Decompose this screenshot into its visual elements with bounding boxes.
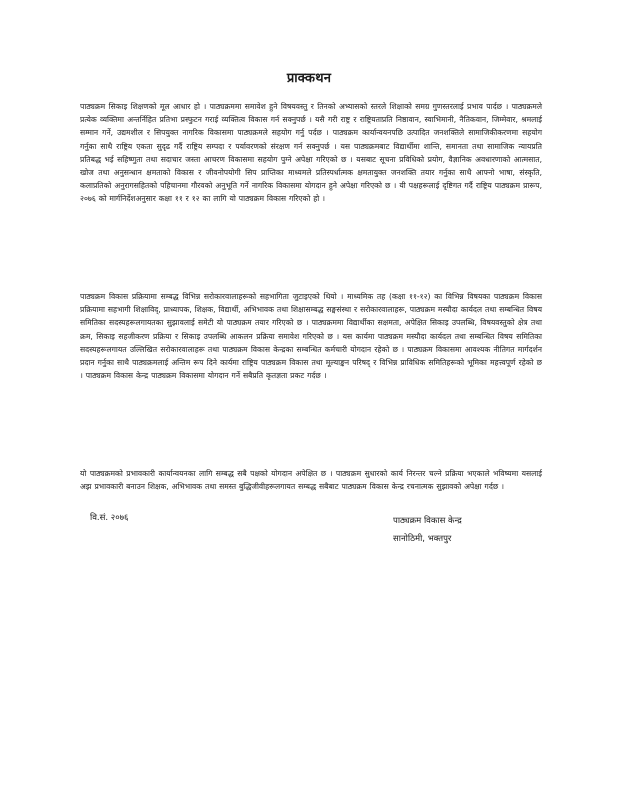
paragraph-text: यो पाठ्यक्रमको प्रभावकारी कार्यान्वयनका लागि सम्बद्ध सबै पक्षको योगदान अपेक्षित छ । पाठ्यक्रम सुधारको कार्य निरन्तर चल्ने प्रक्रिया भएकाले भविष्यमा यसलाई अझ प्रभावकारी बनाउन शिक्षक, अभिभावक तथा समस्त बुद्धिजीवीहरूलगायत सम्बद्ध सबैबाट पाठ्यक्रम विकास केन्द्र रचनात्मक सुझावको अपेक्षा गर्दछ । <box>80 469 542 492</box>
paragraph-2 <box>80 290 542 382</box>
signature-date: वि.सं. २०७६ <box>90 513 129 523</box>
signature-organization: पाठ्यक्रम विकास केन्द्र <box>393 516 462 526</box>
signature-block <box>393 512 462 548</box>
paragraph-text: पाठ्यक्रम सिकाइ शिक्षणको मूल आधार हो । पाठ्यक्रममा समावेश हुने विषयवस्तु र तिनको अभ्यासको स्तरले शिक्षाको समग्र गुणस्तरलाई प्रभाव पार्दछ । पाठ्यक्रमले प्रत्येक व्यक्तिमा अन्तर्निहित प्रतिभा प्रस्फुटन गराई व्यक्तित्व विकास गर्न सक्नुपर्छ । यसै गरी राष्ट्र र राष्ट्रियताप्रति निष्ठावान, स्वाभिमानी, नैतिकवान, जिम्मेवार, श्रमलाई सम्मान गर्ने, उद्यमशील र सिपयुक्त नागरिक विकासमा पाठ्यक्रमले सहयोग गर्नु पर्दछ । पाठ्यक्रम कार्यान्वयनपछि उत्पादित जनशक्तिले सामाजिकीकरणमा सहयोग गर्नुका साथै राष्ट्रिय एकता सुदृढ गर्दै राष्ट्रिय सम्पदा र पर्यावरणको संरक्षण गर्न सक्नुपर्छ । यस पाठ्यक्रमबाट विद्यार्थीमा शान्ति, समानता तथा सामाजिक न्यायप्रति प्रतिबद्ध भई सहिष्णुता तथा सदाचार जस्ता आचरण विकासमा सहयोग पुग्ने अपेक्षा गरिएको छ । यसबाट सूचना प्रविधिको प्रयोग, वैज्ञानिक अवधारणाको आत्मसात, खोज तथा अनुसन्धान क्षमताको विकास र जीवनोपयोगी सिप प्राप्तिका माध्यमले प्रतिस्पर्धात्मक क्षमतायुक्त जनशक्ति तयार गर्नुका साथै आफ्नो भाषा, संस्कृति, कलाप्रतिको अनुरागसहितको पहिचानमा गौरवको अनुभूति गर्ने नागरिक विकासमा योगदान हुने अपेक्षा गरिएको छ । यी पक्षहरूलाई दृष्टिगत गर्दै राष्ट्रिय पाठ्यक्रम प्रारूप, २०७६ को मार्गनिर्देशअनुसार कक्षा ११ र १२ का लागि यो पाठ्यक्रम विकास गरिएको हो । <box>80 102 542 204</box>
signature-location: सानोठिमी, भक्तपुर <box>393 534 452 544</box>
page-title: प्राक्कथन <box>286 71 332 86</box>
paragraph-1 <box>80 100 542 206</box>
paragraph-3 <box>80 467 542 493</box>
paragraph-text: पाठ्यक्रम विकास प्रक्रियामा सम्बद्ध विभिन्न सरोकारवालाहरूको सहभागिता जुटाइएको थियो । माध्यमिक तह (कक्षा ११-१२) का विभिन्न विषयका पाठ्यक्रम विकास प्रक्रियामा सहभागी शिक्षाविद्, प्राध्यापक, शिक्षक, विद्यार्थी, अभिभावक तथा शिक्षासम्बद्ध सङ्घसंस्था र सरोकारवालाहरू, पाठ्यक्रम मस्यौदा कार्यदल तथा सम्बन्धित विषय समितिका सदस्यहरूलगायतका सुझावलाई समेटी यो पाठ्यक्रम तयार गरिएको छ । पाठ्यक्रममा विद्यार्थीका सक्षमता, अपेक्षित सिकाइ उपलब्धि, विषयवस्तुको क्षेत्र तथा क्रम, सिकाइ सहजीकरण प्रक्रिया र सिकाइ उपलब्धि आकलन प्रक्रिया समावेश गरिएको छ । यस कार्यमा पाठ्यक्रम मस्यौदा कार्यदल तथा सम्बन्धित विषय समितिका सदस्यहरूलगायत उल्लिखित सरोकारवालाहरू तथा पाठ्यक्रम विकास केन्द्रका सम्बन्धित कर्मचारी योगदान रहेको छ । पाठ्यक्रम विकासमा आवश्यक नीतिगत मार्गदर्शन प्रदान गर्नुका साथै पाठ्यक्रमलाई अन्तिम रूप दिने कार्यमा राष्ट्रिय पाठ्यक्रम विकास तथा मूल्याङ्कन परिषद् र विभिन्न प्राविधिक समितिहरूको भूमिका महत्त्वपूर्ण रहेको छ । पाठ्यक्रम विकास केन्द्र पाठ्यक्रम विकासमा योगदान गर्ने सबैप्रति कृतज्ञता प्रकट गर्दछ । <box>80 292 542 381</box>
